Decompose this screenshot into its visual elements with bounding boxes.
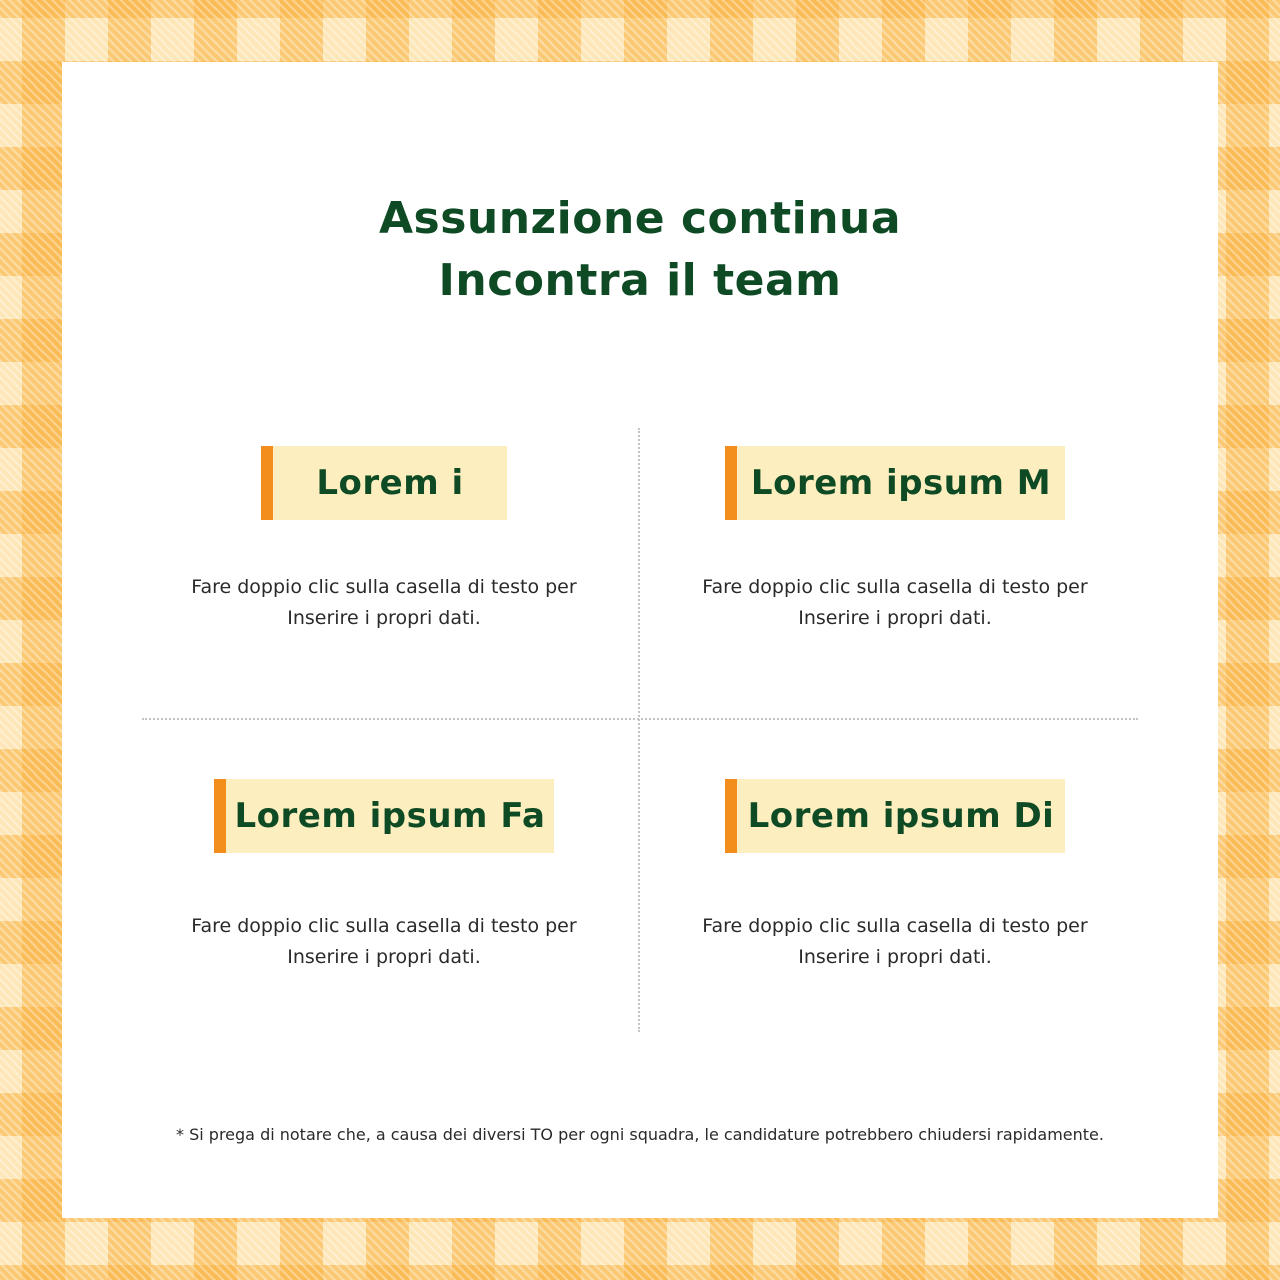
card-4-title: Lorem ipsum Di: [747, 796, 1055, 836]
card-3-title-tag: [214, 779, 554, 853]
card-1-description-line-2: Inserire i propri dati.: [287, 607, 481, 629]
card-3-description: [174, 911, 594, 973]
card-2-description-line-2: Inserire i propri dati.: [798, 607, 992, 629]
card-2-description-line-1: Fare doppio clic sulla casella di testo per: [702, 576, 1088, 598]
page-title-line-1: Assunzione continua: [378, 193, 902, 244]
card-4-title-tag: [725, 779, 1065, 853]
card-4-description-line-2: Inserire i propri dati.: [798, 946, 992, 968]
card-2-description: [685, 572, 1105, 634]
card-3-description-line-1: Fare doppio clic sulla casella di testo per: [191, 915, 577, 937]
card-1-title-tag: [261, 446, 507, 520]
card-3-description-line-2: Inserire i propri dati.: [287, 946, 481, 968]
card-4-description-line-1: Fare doppio clic sulla casella di testo per: [702, 915, 1088, 937]
card-1-description-line-1: Fare doppio clic sulla casella di testo per: [191, 576, 577, 598]
page-title: [0, 188, 1280, 312]
card-4-description: [685, 911, 1105, 973]
card-1-title: Lorem i: [316, 463, 464, 503]
footnote: * Si prega di notare che, a causa dei diversi TO per ogni squadra, le candidature potrebbero chiudersi rapidamente.: [176, 1125, 1104, 1144]
page-title-line-2: Incontra il team: [438, 255, 842, 306]
card-1-description: [174, 572, 594, 634]
card-2-title-tag: [725, 446, 1065, 520]
vertical-divider: [638, 428, 640, 1032]
card-3-title: Lorem ipsum Fa: [234, 796, 546, 836]
horizontal-divider: [142, 718, 1138, 720]
card-2-title: Lorem ipsum M: [750, 463, 1052, 503]
